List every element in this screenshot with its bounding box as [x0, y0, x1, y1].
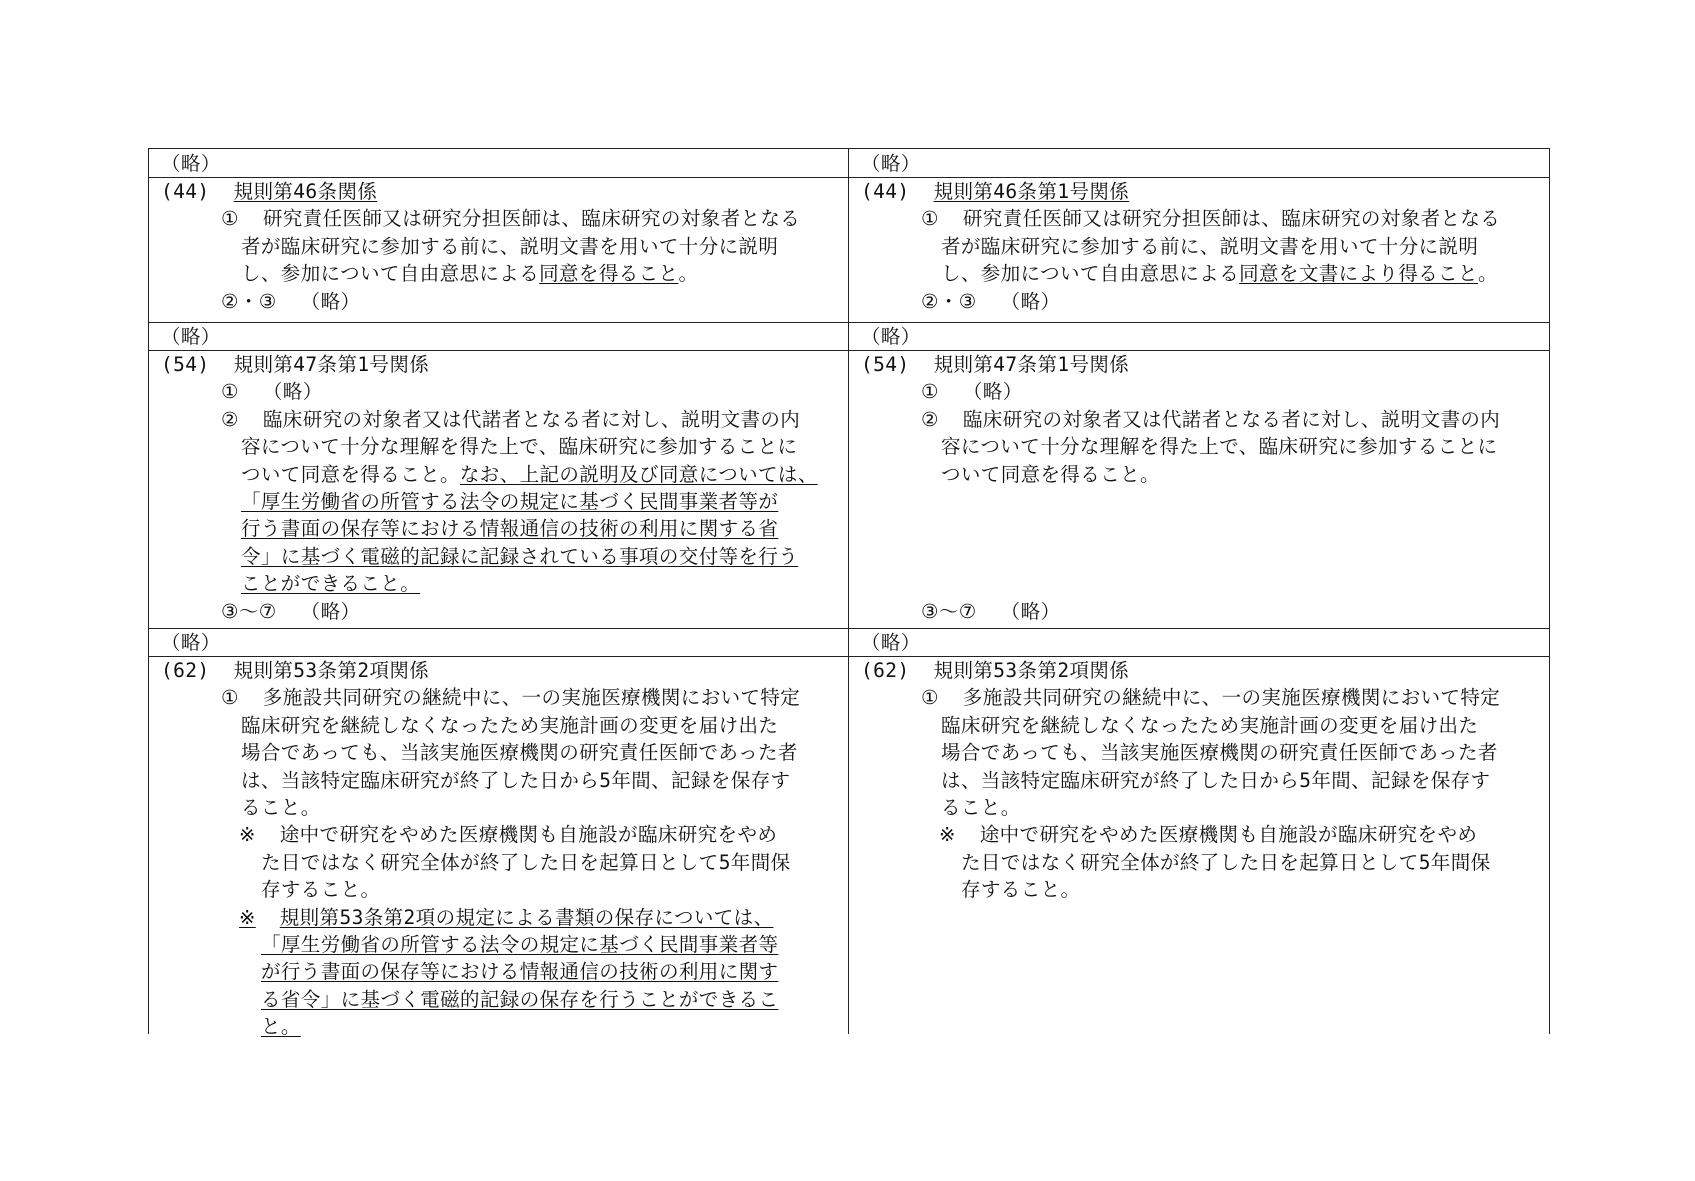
note-item: た日ではなく研究全体が終了した日を起算日として5年間保 — [961, 850, 1491, 874]
list-item: 令」に基づく電磁的記録に記録されている事項の交付等を行う — [241, 544, 799, 568]
list-item: ②・③ （略） — [221, 289, 361, 313]
comparison-table — [148, 148, 1550, 1039]
section-heading: (62) 規則第53条第2項関係 — [161, 659, 430, 682]
note-item: ※ 途中で研究をやめた医療機関も自施設が臨床研究をやめ — [939, 823, 1478, 847]
row3-left-omitted: （略） — [161, 325, 221, 348]
note-item: ※ 規則第53条第2項の規定による書類の保存については、 — [239, 905, 774, 929]
list-item: ① 多施設共同研究の継続中に、一の実施医療機関において特定 — [221, 686, 801, 710]
list-item: 行う書面の保存等における情報通信の技術の利用に関する省 — [241, 517, 779, 541]
section-heading: (54) 規則第47条第1号関係 — [861, 353, 1130, 376]
list-item: 「厚生労働省の所管する法令の規定に基づく民間事業者等が — [241, 489, 779, 513]
row6-right-cell — [861, 657, 1541, 904]
list-item: ついて同意を得ること。なお、上記の説明及び同意については、 — [241, 462, 818, 486]
list-item: ② 臨床研究の対象者又は代諾者となる者に対し、説明文書の内 — [221, 407, 801, 431]
list-item: 容について十分な理解を得た上で、臨床研究に参加することに — [241, 435, 798, 459]
note-item: ※ 途中で研究をやめた医療機関も自施設が臨床研究をやめ — [239, 823, 778, 847]
list-item: ③～⑦ （略） — [921, 599, 1061, 623]
row2-left-cell — [161, 178, 841, 315]
list-item: 臨床研究を継続しなくなったため実施計画の変更を届け出た — [241, 713, 779, 737]
note-item: 存すること。 — [261, 878, 381, 902]
note-item: 「厚生労働省の所管する法令の規定に基づく民間事業者等 — [261, 932, 779, 956]
section-heading: (44) 規則第46条第1号関係 — [861, 180, 1130, 203]
column-separator — [848, 149, 849, 1034]
row6-left-cell — [161, 657, 841, 1040]
list-item: 場合であっても、当該実施医療機関の研究責任医師であった者 — [941, 741, 1498, 765]
list-item: 臨床研究を継続しなくなったため実施計画の変更を届け出た — [941, 713, 1479, 737]
row1-left-omitted: （略） — [161, 152, 221, 175]
list-item: ① 研究責任医師又は研究分担医師は、臨床研究の対象者となる — [921, 207, 1501, 231]
list-item: ③～⑦ （略） — [221, 599, 361, 623]
note-item: る省令」に基づく電磁的記録の保存を行うことができるこ — [261, 987, 779, 1011]
list-item: し、参加について自由意思による同意を文書により得ること。 — [941, 262, 1498, 286]
row4-right-cell — [861, 351, 1541, 625]
row2-right-cell — [861, 178, 1541, 315]
section-heading: (44) 規則第46条関係 — [161, 180, 378, 203]
list-item: ① （略） — [221, 380, 323, 404]
list-item: は、当該特定臨床研究が終了した日から5年間、記録を保存す — [941, 768, 1491, 792]
section-heading: (62) 規則第53条第2項関係 — [861, 659, 1130, 682]
list-item: ついて同意を得ること。 — [941, 462, 1160, 486]
list-item: ること。 — [241, 795, 321, 819]
note-item: 存すること。 — [961, 878, 1081, 902]
list-item: ① 研究責任医師又は研究分担医師は、臨床研究の対象者となる — [221, 207, 801, 231]
list-item: は、当該特定臨床研究が終了した日から5年間、記録を保存す — [241, 768, 791, 792]
list-item: ②・③ （略） — [921, 289, 1061, 313]
list-item: ① 多施設共同研究の継続中に、一の実施医療機関において特定 — [921, 686, 1501, 710]
list-item: 容について十分な理解を得た上で、臨床研究に参加することに — [941, 435, 1498, 459]
note-item: と。 — [261, 1015, 301, 1039]
note-item: た日ではなく研究全体が終了した日を起算日として5年間保 — [261, 850, 791, 874]
note-item: が行う書面の保存等における情報通信の技術の利用に関す — [261, 960, 779, 984]
list-item: 者が臨床研究に参加する前に、説明文書を用いて十分に説明 — [941, 234, 1479, 258]
row1-right-omitted: （略） — [861, 152, 921, 175]
row3-right-omitted: （略） — [861, 325, 921, 348]
list-item: ことができること。 — [241, 572, 421, 596]
row5-left-omitted: （略） — [161, 631, 221, 654]
list-item: 者が臨床研究に参加する前に、説明文書を用いて十分に説明 — [241, 234, 779, 258]
row4-left-cell — [161, 351, 841, 625]
row5-right-omitted: （略） — [861, 631, 921, 654]
list-item: し、参加について自由意思による同意を得ること。 — [241, 262, 699, 286]
list-item: 場合であっても、当該実施医療機関の研究責任医師であった者 — [241, 741, 798, 765]
list-item: ること。 — [941, 795, 1021, 819]
section-heading: (54) 規則第47条第1号関係 — [161, 353, 430, 376]
list-item: ② 臨床研究の対象者又は代諾者となる者に対し、説明文書の内 — [921, 407, 1501, 431]
list-item: ① （略） — [921, 380, 1023, 404]
